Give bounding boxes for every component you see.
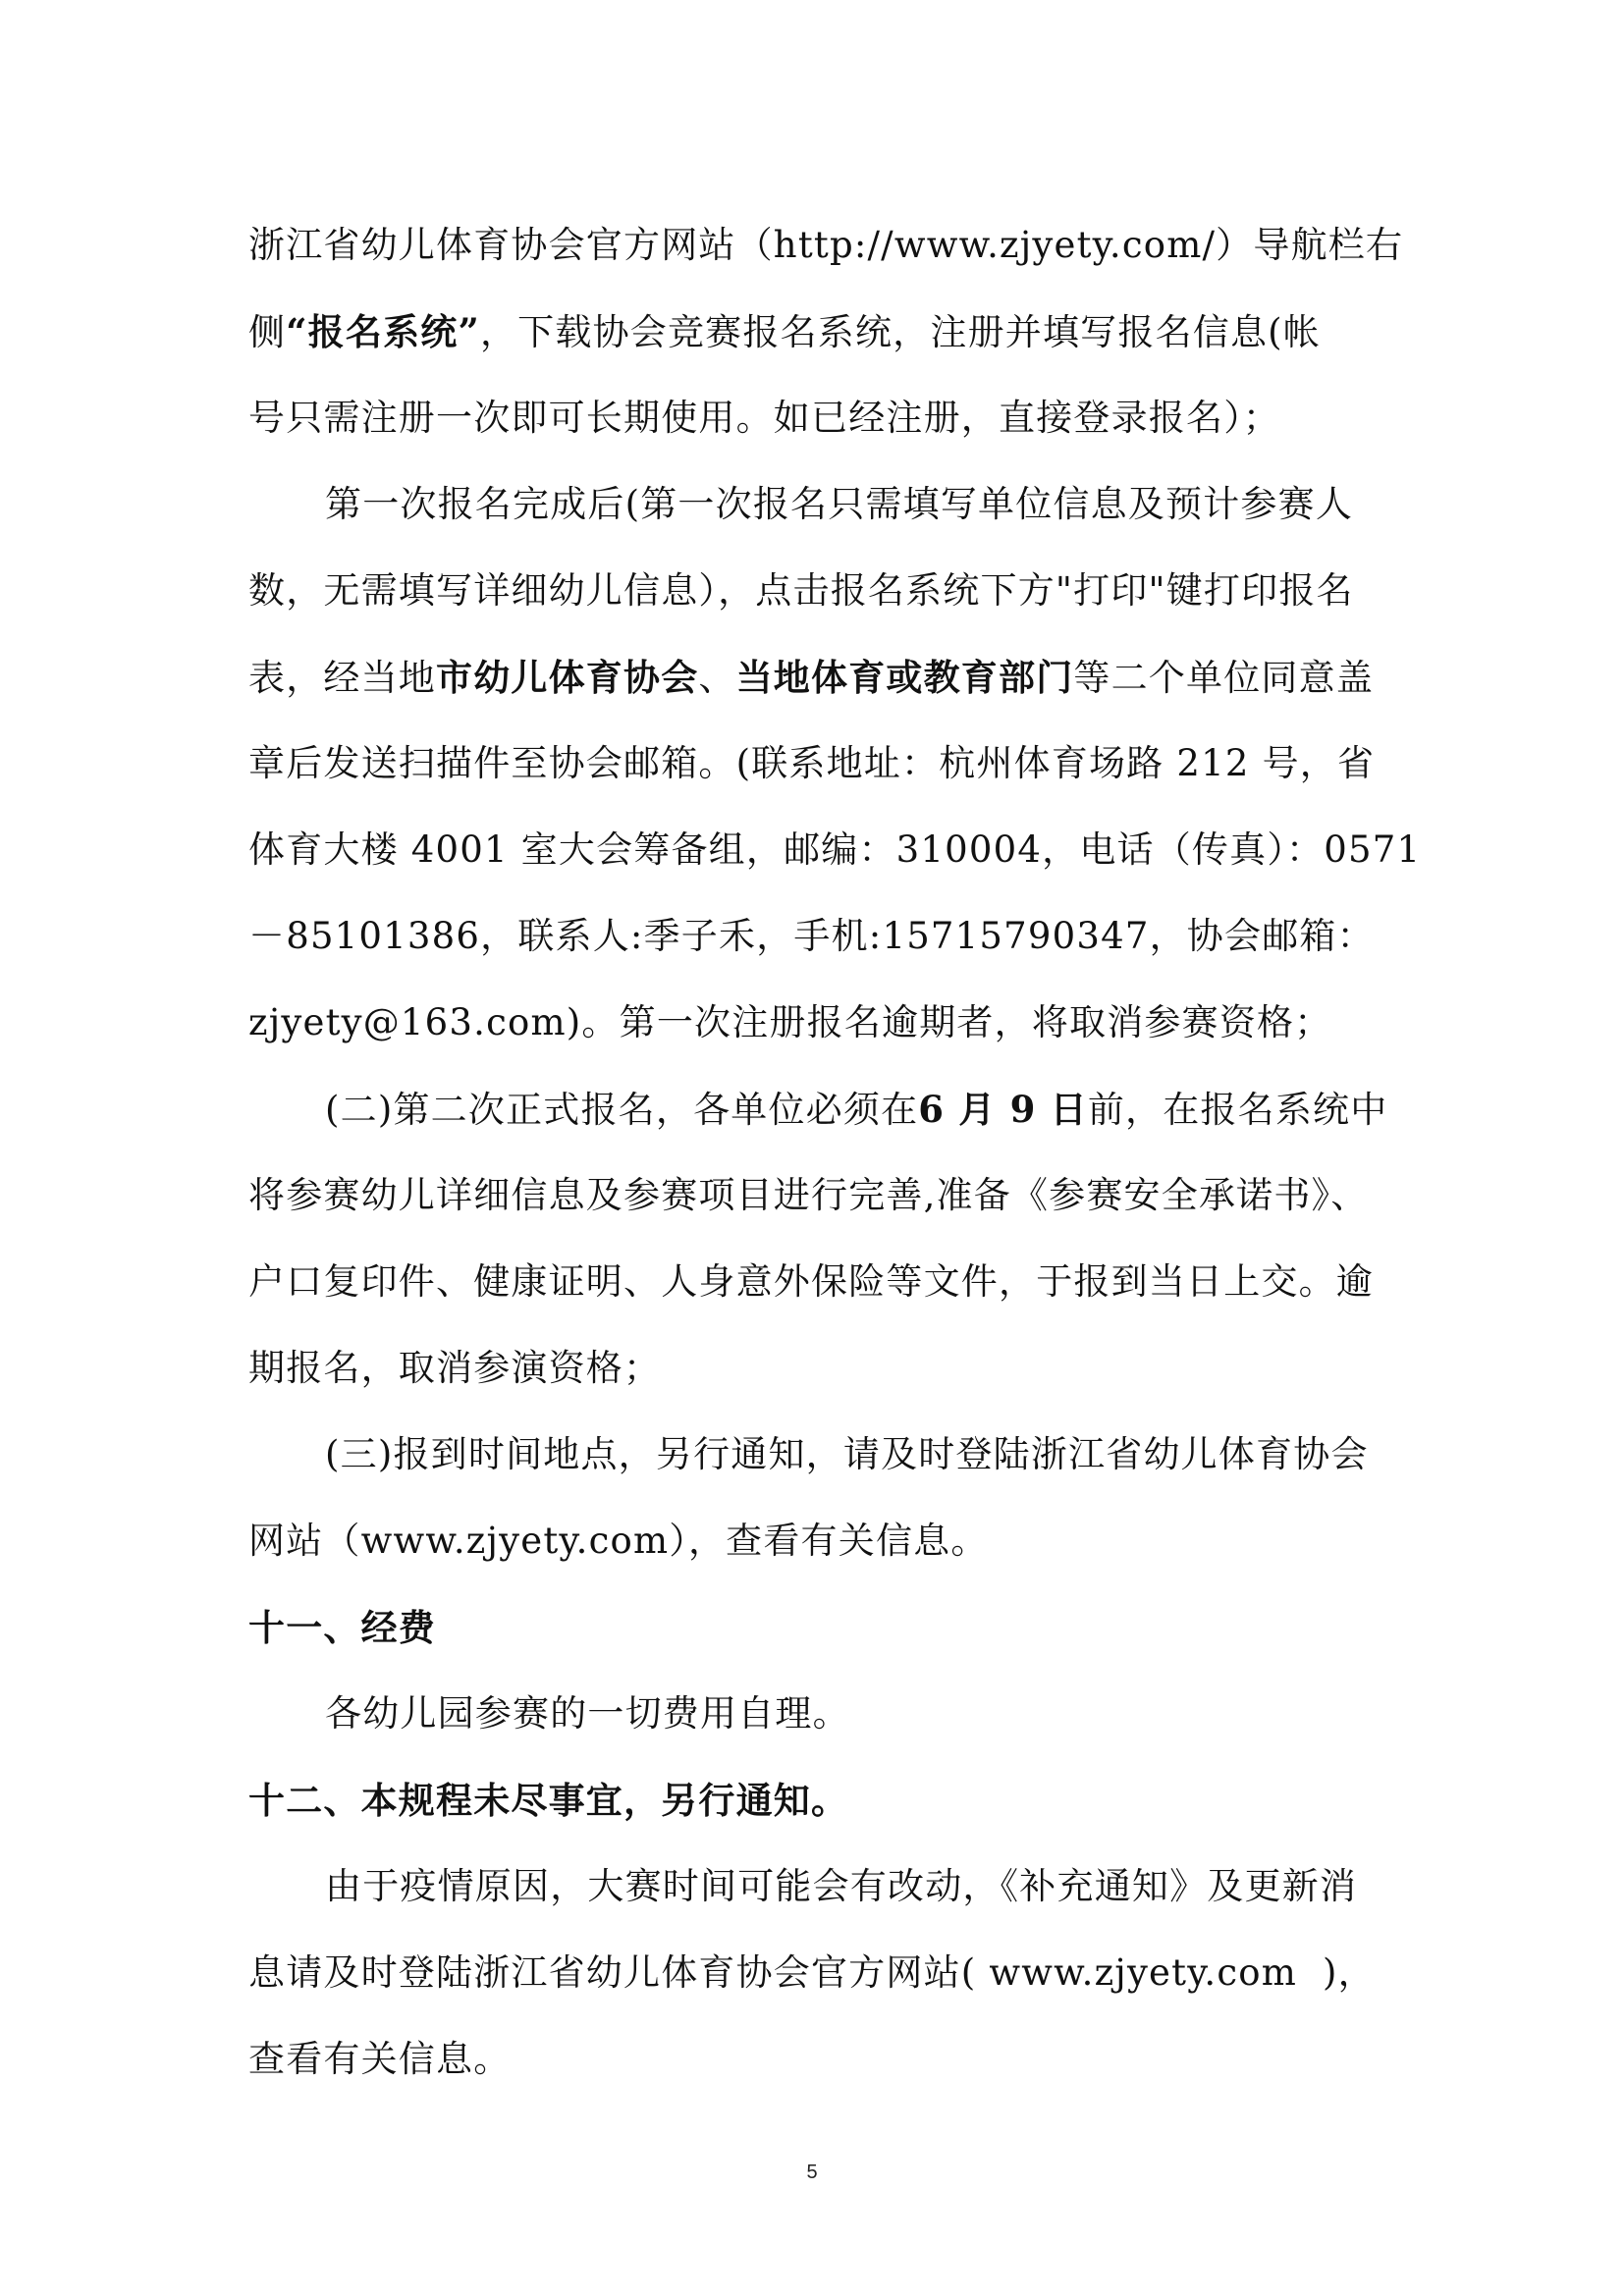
paragraph-line: 网站（www.zjyety.com），查看有关信息。 xyxy=(248,1520,989,1562)
paragraph-line: zjyety@163.com)。第一次注册报名逾期者，将取消参赛资格； xyxy=(248,1001,1332,1043)
paragraph-line: 第一次报名完成后(第一次报名只需填写单位信息及预计参赛人 xyxy=(325,483,1354,525)
section-heading-funding: 十一、经费 xyxy=(248,1606,436,1649)
text-run: 前，在报名系统中 xyxy=(1087,1089,1388,1131)
paragraph-line: 息请及时登陆浙江省幼儿体育协会官方网站( www.zjyety.com )， xyxy=(248,1951,1376,1994)
paragraph-line: －85101386，联系人:季子禾，手机:15715790347，协会邮箱： xyxy=(248,915,1375,957)
paragraph-line xyxy=(248,634,1387,721)
page-number: 5 xyxy=(806,2162,818,2183)
text-run: 表，经当地 xyxy=(248,657,436,699)
text-run: 等二个单位同意盖 xyxy=(1073,657,1375,699)
paragraph-line: 浙江省幼儿体育协会官方网站（http://www.zjyety.com/）导航栏右 xyxy=(248,224,1404,266)
paragraph-line: 户口复印件、健康证明、人身意外保险等文件，于报到当日上交。逾 xyxy=(248,1260,1374,1303)
document-body xyxy=(248,202,1422,2103)
paragraph-line: 各幼儿园参赛的一切费用自理。 xyxy=(325,1692,850,1735)
bold-text-city-association: 市幼儿体育协会 xyxy=(436,656,699,699)
paragraph-line: 号只需注册一次即可长期使用。如已经注册，直接登录报名）； xyxy=(248,397,1281,439)
text-run: ，下载协会竞赛报名系统，注册并填写报名信息(帐 xyxy=(479,311,1322,353)
paragraph-line: 由于疫情原因，大赛时间可能会有改动，《补充通知》及更新消 xyxy=(325,1865,1358,1907)
paragraph-line: (三)报到时间地点，另行通知，请及时登陆浙江省幼儿体育协会 xyxy=(325,1433,1369,1475)
paragraph-line: 查看有关信息。 xyxy=(248,2038,512,2080)
paragraph-line xyxy=(248,1066,1387,1152)
paragraph-line: 将参赛幼儿详细信息及参赛项目进行完善,准备《参赛安全承诺书》、 xyxy=(248,1174,1369,1216)
paragraph-line: 期报名，取消参演资格； xyxy=(248,1347,662,1389)
text-run: 、 xyxy=(698,657,736,699)
bold-text-deadline: 6 月 9 日 xyxy=(918,1088,1088,1131)
section-heading-other-matters: 十二、本规程未尽事宜，另行通知。 xyxy=(248,1779,849,1822)
bold-text-local-department: 当地体育或教育部门 xyxy=(735,656,1074,699)
paragraph-line xyxy=(248,289,1387,375)
text-run: (二)第二次正式报名，各单位必须在 xyxy=(325,1089,919,1131)
paragraph-line: 数，无需填写详细幼儿信息），点击报名系统下方"打印"键打印报名 xyxy=(248,569,1354,612)
paragraph-line: 体育大楼 4001 室大会筹备组，邮编：310004，电话（传真）：0571 xyxy=(248,828,1422,871)
paragraph-line: 章后发送扫描件至协会邮箱。(联系地址：杭州体育场路 212 号，省 xyxy=(248,742,1376,784)
bold-text-report-system: “报名系统” xyxy=(286,310,480,353)
text-run: 侧 xyxy=(248,311,287,353)
